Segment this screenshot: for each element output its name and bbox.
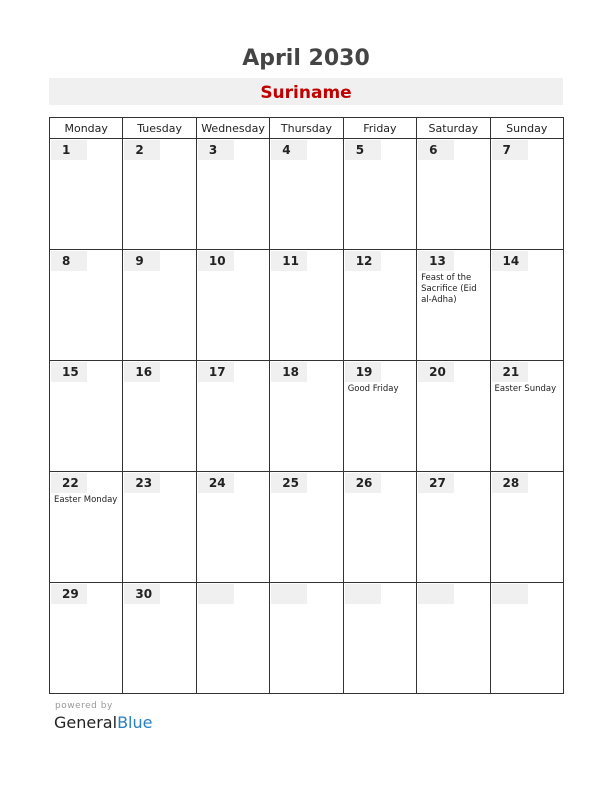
holiday-label: Easter Monday — [54, 495, 118, 505]
weekday-header: Saturday — [417, 118, 490, 139]
brand-general: General — [54, 713, 118, 732]
day-cell — [123, 361, 196, 472]
day-number: 26 — [345, 473, 381, 493]
day-number: 13 — [418, 251, 454, 271]
day-cell — [343, 139, 416, 250]
day-cell — [417, 583, 490, 694]
day-cell — [490, 583, 563, 694]
day-cell — [417, 250, 490, 361]
day-number: 7 — [492, 140, 528, 160]
day-number: 10 — [198, 251, 234, 271]
day-cell — [417, 361, 490, 472]
holiday-label: Good Friday — [347, 384, 399, 394]
day-number: 6 — [418, 140, 454, 160]
country-name: Suriname — [260, 83, 352, 103]
holiday-label: Feast of the Sacrifice (Eid al-Adha) — [421, 273, 477, 305]
day-cell — [196, 250, 269, 361]
day-cell — [270, 472, 343, 583]
weekday-header: Wednesday — [196, 118, 269, 139]
day-cell — [50, 361, 123, 472]
day-number: 29 — [51, 584, 87, 604]
holiday-label: Easter Sunday — [494, 384, 557, 394]
day-number: 12 — [345, 251, 381, 271]
day-cell — [50, 583, 123, 694]
day-cell — [123, 583, 196, 694]
week-row — [50, 139, 564, 250]
day-number: 30 — [124, 584, 160, 604]
day-cell — [270, 250, 343, 361]
day-cell — [343, 472, 416, 583]
day-number: 14 — [492, 251, 528, 271]
day-number: 8 — [51, 251, 87, 271]
day-cell — [196, 472, 269, 583]
day-cell — [270, 361, 343, 472]
day-number: 15 — [51, 362, 87, 382]
day-number: 11 — [271, 251, 307, 271]
day-number — [418, 584, 454, 604]
day-number: 25 — [271, 473, 307, 493]
day-cell — [490, 139, 563, 250]
day-number — [271, 584, 307, 604]
weekday-header-row — [50, 118, 564, 139]
day-number: 24 — [198, 473, 234, 493]
day-cell — [196, 583, 269, 694]
day-number: 20 — [418, 362, 454, 382]
day-cell — [50, 139, 123, 250]
day-number: 17 — [198, 362, 234, 382]
day-cell — [490, 472, 563, 583]
day-cell — [490, 361, 563, 472]
day-number: 3 — [198, 140, 234, 160]
brand-logo[interactable] — [54, 713, 152, 732]
day-cell — [196, 361, 269, 472]
day-cell — [490, 250, 563, 361]
day-number: 5 — [345, 140, 381, 160]
day-cell — [50, 250, 123, 361]
powered-by-text: powered by — [55, 701, 113, 711]
day-number — [345, 584, 381, 604]
day-cell — [343, 250, 416, 361]
day-cell — [343, 361, 416, 472]
day-cell — [123, 139, 196, 250]
day-number: 2 — [124, 140, 160, 160]
day-number: 23 — [124, 473, 160, 493]
day-number: 18 — [271, 362, 307, 382]
weekday-header: Tuesday — [123, 118, 196, 139]
calendar-grid — [49, 117, 564, 694]
day-cell — [270, 583, 343, 694]
day-number: 9 — [124, 251, 160, 271]
week-row — [50, 583, 564, 694]
day-cell — [123, 472, 196, 583]
weekday-header: Thursday — [270, 118, 343, 139]
weekday-header: Friday — [343, 118, 416, 139]
week-row — [50, 250, 564, 361]
day-cell — [270, 139, 343, 250]
day-cell — [50, 472, 123, 583]
day-number: 22 — [51, 473, 87, 493]
day-cell — [417, 472, 490, 583]
day-cell — [123, 250, 196, 361]
day-number: 27 — [418, 473, 454, 493]
brand-blue: Blue — [117, 713, 153, 732]
day-cell — [343, 583, 416, 694]
day-cell — [196, 139, 269, 250]
weekday-header: Sunday — [490, 118, 563, 139]
calendar-title: April 2030 — [242, 46, 370, 71]
day-number: 21 — [492, 362, 528, 382]
day-number — [492, 584, 528, 604]
week-row — [50, 361, 564, 472]
day-number: 19 — [345, 362, 381, 382]
week-row — [50, 472, 564, 583]
day-number: 4 — [271, 140, 307, 160]
day-cell — [417, 139, 490, 250]
day-number: 16 — [124, 362, 160, 382]
day-number: 1 — [51, 140, 87, 160]
weekday-header: Monday — [50, 118, 123, 139]
day-number: 28 — [492, 473, 528, 493]
day-number — [198, 584, 234, 604]
